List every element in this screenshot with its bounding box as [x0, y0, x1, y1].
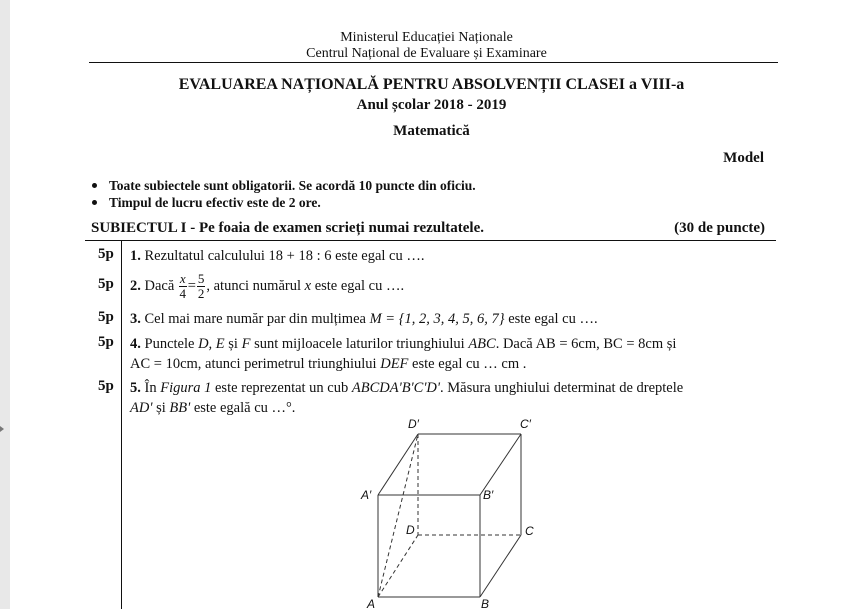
vertex-label-b: B [481, 597, 490, 609]
vertex-label-a-prime: A′ [361, 488, 372, 502]
question-points: 5p [98, 334, 114, 350]
bullet-icon [92, 183, 97, 188]
vertex-label-d-prime: D′ [408, 417, 419, 431]
section-divider [85, 240, 776, 241]
ministry-name: Ministerul Educației Naționale [340, 30, 513, 45]
bullet-icon [92, 200, 97, 205]
question-text: 1. Rezultatul calculului 18 + 18 : 6 este egal cu …. [130, 248, 425, 264]
vertex-label-a: A [367, 597, 376, 609]
section-points: (30 de puncte) [674, 220, 765, 236]
section-header [91, 220, 765, 237]
question-points: 5p [98, 276, 114, 292]
vertex-label-d: D [406, 523, 415, 537]
question-text: 4. Punctele D, E și F sunt mijloacele laturilor triunghiului ABC. Dacă AB = 6cm, BC = 8cm și AC = 10cm, atunci perimetrul triunghiului DEF este egal cu … cm . [130, 336, 677, 372]
vertex-label-c: C [525, 524, 534, 538]
question-points: 5p [98, 378, 114, 394]
variant-label: Model [723, 150, 764, 166]
subject-title: Matematică [393, 123, 470, 139]
question-text: 5. În Figura 1 este reprezentat un cub ABCDA'B'C'D'. Măsura unghiului determinat de dreptele AD' și BB' este egală cu …°. [130, 380, 684, 416]
vertex-label-c-prime: C′ [520, 417, 531, 431]
question-text: 2. Dacă $\frac{x}{4}$ = $\frac{5}{2}$ , atunci numărul x este egal cu …. [130, 271, 405, 302]
section-name: SUBIECTUL I - Pe foaia de examen scrieți numai rezultatele. [91, 220, 485, 236]
header-divider [89, 62, 778, 63]
instruction-item: Toate subiectele sunt obligatorii. Se acordă 10 puncte din oficiu. [92, 177, 476, 194]
fraction-x-over-4: $\frac{x}{4}$ [179, 271, 187, 302]
school-year: Anul școlar 2018 - 2019 [356, 97, 507, 113]
points-column-divider [121, 241, 122, 609]
center-name: Centrul Național de Evaluare și Examinare [306, 46, 547, 61]
vertex-label-b-prime: B′ [483, 488, 494, 502]
cube-figure [355, 413, 545, 609]
exam-title: EVALUAREA NAȚIONALĂ PENTRU ABSOLVENȚII CLASEI a VIII-a [178, 76, 685, 93]
question-text: 3. Cel mai mare număr par din mulțimea M = {1, 2, 3, 4, 5, 6, 7} este egal cu …. [130, 311, 598, 327]
question-points: 5p [98, 309, 114, 325]
question-points: 5p [98, 246, 114, 262]
fraction-5-over-2: $\frac{5}{2}$ [197, 271, 205, 302]
instruction-item: Timpul de lucru efectiv este de 2 ore. [92, 194, 476, 211]
instructions-list [92, 177, 476, 211]
